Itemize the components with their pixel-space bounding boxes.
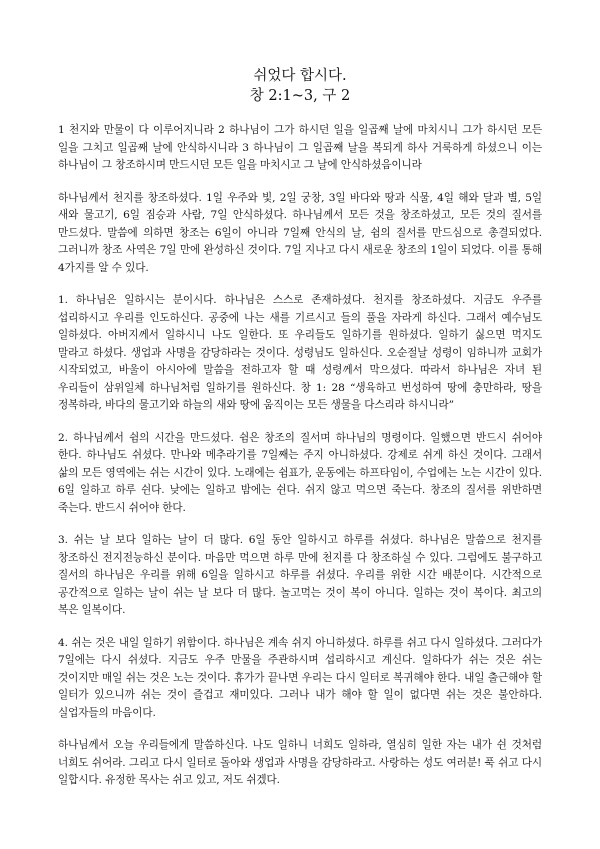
closing-paragraph: 하나님께서 오늘 우리들에게 말씀하신다. 나도 일하니 너희도 일하라, 열심히 일한 자는 내가 쉰 것처럼 너희도 쉬어라. 그리고 다시 일터로 돌아와 생업과 사명을 감당하라고. 사랑하는 성도 여러분! 푹 쉬고 다시 일합시다. 유정한 목사는 쉬고 있고, 저도 쉬겠다.	[58, 739, 542, 786]
point-four-paragraph: 4. 쉬는 것은 내일 일하기 위함이다. 하나님은 계속 쉬지 아니하셨다. 하루를 쉬고 다시 일하셨다. 그러다가 7일에는 다시 쉬셨다. 지금도 우주 만물을 주관하시며 섭리하시고 계신다. 일하다가 쉬는 것은 쉬는 것이지만 매일 쉬는 것은 노는 것이다. 휴가가 끝나면 우리는 다시 일터로 복귀해야 한다. 내일 출근해야 할 일터가 있으니까 쉬는 것이 즐겁고 재미있다. 그러나 내가 해야 할 일이 없다면 쉬는 것은 불안하다. 실업자들의 마음이다.	[58, 636, 542, 719]
document-page	[58, 66, 542, 805]
point-two-paragraph: 2. 하나님께서 쉼의 시간을 만드셨다. 쉼은 창조의 질서며 하나님의 명령이다. 일했으면 반드시 쉬어야 한다. 하나님도 쉬셨다. 만나와 메추라기를 7일째는 주지 아니하셨다. 강제로 쉬게 하신 것이다. 그래서 삶의 모든 영역에는 쉬는 시간이 있다. 노래에는 쉼표가, 운동에는 하프타임이, 수업에는 노는 시간이 있다. 6일 일하고 하루 쉰다. 낮에는 일하고 밤에는 쉰다. 쉬지 않고 먹으면 죽는다. 창조의 질서를 위반하면 죽는다. 반드시 쉬어야 한다.	[58, 431, 542, 514]
intro-paragraph: 하나님께서 천지를 창조하셨다. 1일 우주와 빛, 2일 궁창, 3일 바다와 땅과 식물, 4일 해와 달과 별, 5일 새와 물고기, 6일 짐승과 사람, 7일 안식하셨다. 하나님께서 모든 것을 창조하셨고, 모든 것의 질서를 만드셨다. 말씀에 의하면 창조는 6일이 아니라 7일째 안식의 날, 쉼의 질서를 만드심으로 총결되었다. 그러니까 창조 사역은 7일 만에 완성하신 것이다. 7일 지나고 다시 새로운 창조의 1일이 되었다. 이를 통해 4가지를 알 수 있다.	[58, 191, 542, 274]
scripture-reference: 창 2:1~3, 구 2	[249, 88, 351, 104]
page-title: 쉬었다 합시다.	[253, 68, 347, 84]
point-one-paragraph: 1. 하나님은 일하시는 분이시다. 하나님은 스스로 존재하셨다. 천지를 창조하셨다. 지금도 우주를 섭리하시고 우리를 인도하신다. 공중에 나는 새를 기르시고 들의 풀을 자라게 하신다. 그래서 예수님도 일하셨다. 아버지께서 일하시니 나도 일한다. 또 우리들도 일하기를 원하셨다. 일하기 싫으면 먹지도 말라고 하셨다. 생업과 사명을 감당하라는 것이다. 성령님도 일하신다. 오순절날 성령이 임하니까 교회가 시작되었고, 바울이 아시아에 말씀을 전하고자 할 때 성령께서 막으셨다. 따라서 하나님은 자녀 된 우리들이 삼위일체 하나님처럼 일하기를 원하신다. 창 1: 28 “생육하고 번성하여 땅에 충만하라, 땅을 정복하라, 바다의 물고기와 하늘의 새와 땅에 움직이는 모든 생물을 다스리라 하시니라”	[58, 294, 542, 411]
scripture-text: 1 천지와 만물이 다 이루어지니라 2 하나님이 그가 하시던 일을 일곱째 날에 마치시니 그가 하시던 모든 일을 그치고 일곱째 날에 안식하시니라 3 하나님이 그 일곱째 날을 복되게 하사 거룩하게 하셨으니 이는 하나님이 그 창조하시며 만드시던 모든 일을 마치시고 그 날에 안식하셨음이니라	[58, 124, 542, 171]
point-three-paragraph: 3. 쉬는 날 보다 일하는 날이 더 많다. 6일 동안 일하시고 하루를 쉬셨다. 하나님은 말씀으로 천지를 창조하신 전지전능하신 분이다. 마음만 먹으면 하루 만에 천지를 다 창조하실 수 있다. 그럼에도 불구하고 질서의 하나님은 우리를 위해 6일을 일하시고 하루를 쉬셨다. 우리를 위한 시간 배분이다. 시간적으로 공간적으로 일하는 날이 쉬는 날 보다 더 많다. 놀고먹는 것이 복이 아니다. 일하는 것이 복이다. 최고의 복은 일복이다.	[58, 534, 542, 616]
